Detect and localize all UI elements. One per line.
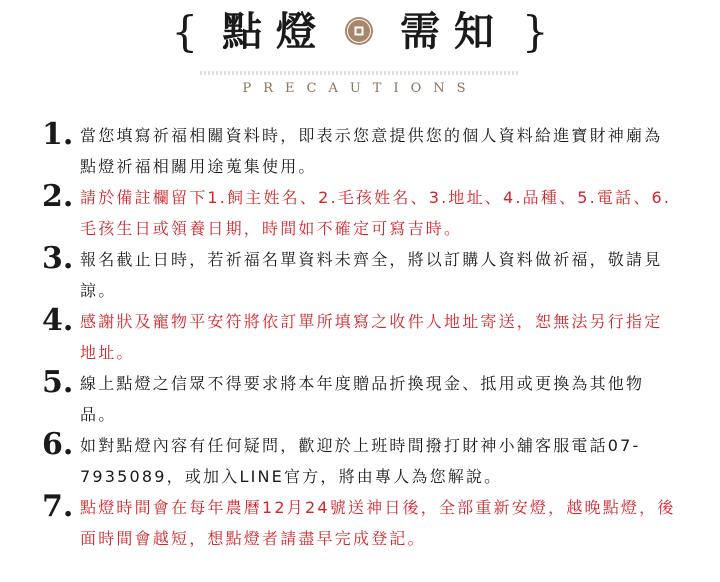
brace-left: { [171,7,199,56]
list-item [0,180,720,242]
list-item [0,118,720,180]
list-item [0,242,720,304]
brace-right: } [521,7,549,56]
coin-icon [344,16,374,46]
item-number: 2. [42,179,74,214]
item-text: 請於備註欄留下1.飼主姓名、2.毛孩姓名、3.地址、4.品種、5.電話、6.毛孩生日或領養日期，時間如不確定可寫吉時。 [80,188,672,238]
item-number: 7. [42,489,74,524]
item-number: 1. [42,117,74,152]
item-number: 5. [42,365,74,400]
item-number: 4. [42,303,74,338]
item-text: 當您填寫祈福相關資料時，即表示您意提供您的個人資料給進寶財神廟為點燈祈福相關用途蒐集使用。 [80,126,663,176]
title-part-1: 點燈 [222,8,331,55]
item-text: 報名截止日時，若祈福名單資料未齊全，將以訂購人資料做祈福，敬請見諒。 [80,250,663,300]
item-text: 如對點燈內容有任何疑問，歡迎於上班時間撥打財神小舖客服電話07-7935089，或加入LINE官方，將由專人為您解說。 [80,436,641,486]
header [0,0,720,110]
item-text: 感謝狀及寵物平安符將依訂單所填寫之收件人地址寄送，恕無法另行指定地址。 [80,312,663,362]
item-number: 6. [42,427,74,462]
precautions-list [0,118,720,552]
item-number: 3. [42,241,74,276]
subtitle: PRECAUTIONS [242,81,478,96]
list-item [0,428,720,490]
title-part-2: 需知 [399,8,508,55]
list-item [0,366,720,428]
list-item [0,304,720,366]
item-text: 點燈時間會在每年農曆12月24號送神日後，全部重新安燈，越晚點燈，後面時間會越短，想點燈者請盡早完成登記。 [80,498,676,548]
page-title [0,6,720,58]
item-text: 線上點燈之信眾不得要求將本年度贈品折換現金、抵用或更換為其他物品。 [80,374,645,424]
list-item [0,490,720,552]
title-divider [200,71,520,75]
